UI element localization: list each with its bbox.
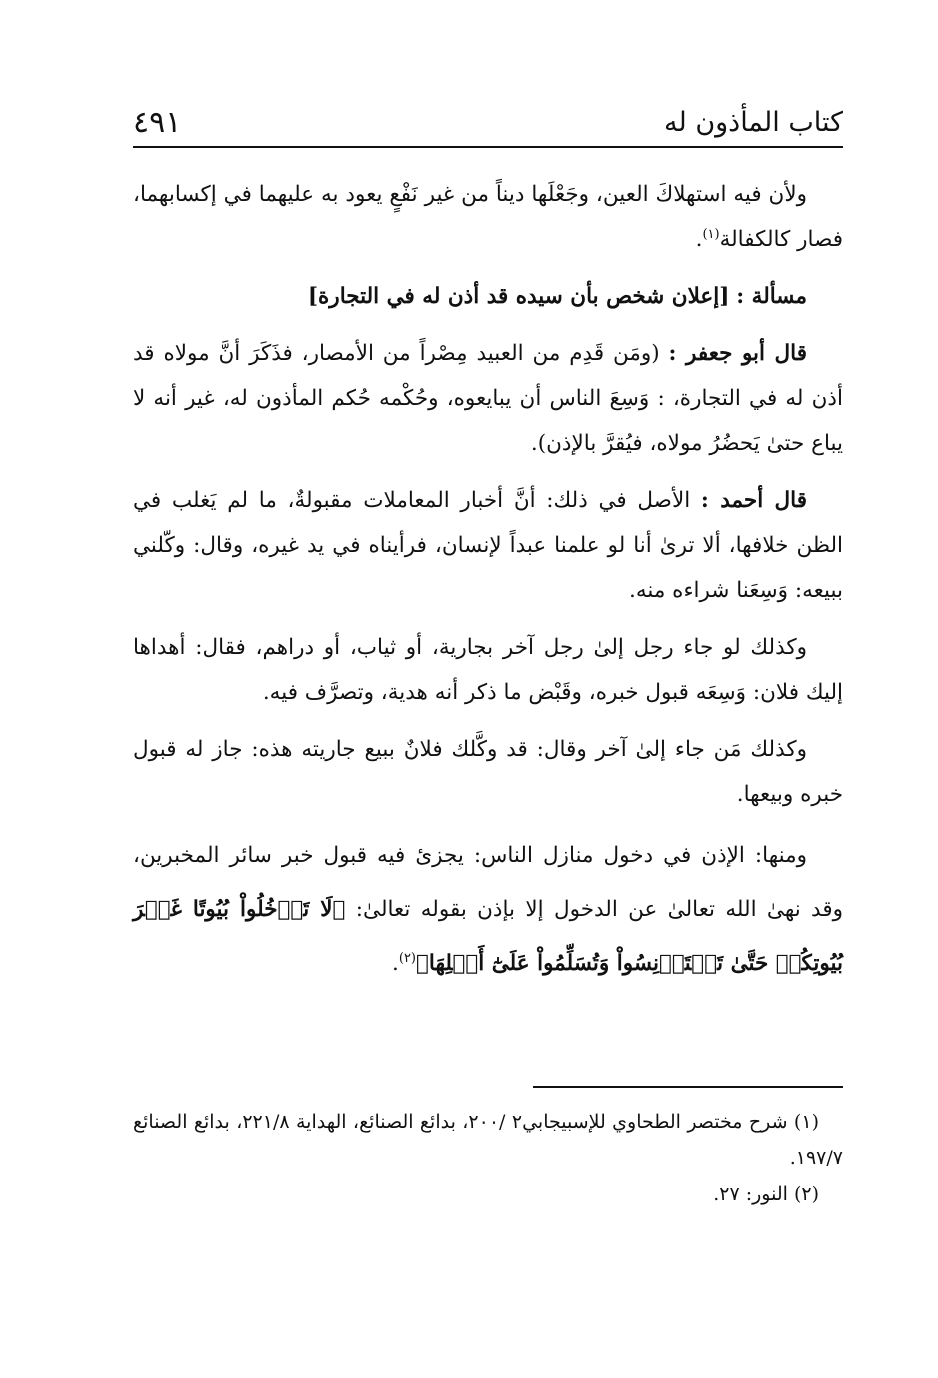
paragraph-7-end: . bbox=[392, 951, 399, 976]
paragraph-1 bbox=[133, 172, 843, 262]
paragraph-1-text: ولأن فيه استهلاكَ العين، وجَعْلَها ديناً من غير نَفْعٍ يعود به عليهما في إكسابهما، فصار كالكفالة bbox=[133, 182, 843, 252]
paragraph-4 bbox=[133, 478, 843, 613]
paragraph-3-lead: قال أبو جعفر : bbox=[668, 341, 807, 366]
header-title: كتاب المأذون له bbox=[664, 107, 843, 138]
running-header bbox=[133, 92, 843, 148]
paragraph-6 bbox=[133, 727, 843, 817]
paragraph-1-end: . bbox=[695, 227, 703, 252]
footnote-marker-1[interactable]: (١) bbox=[702, 226, 720, 242]
masala-label: مسألة : bbox=[736, 284, 807, 309]
paragraph-6-text: وكذلك مَن جاء إلىٰ آخر وقال: قد وكَّلك فلانٌ ببيع جاريته هذه: جاز له قبول خبره وبيعها. bbox=[133, 737, 843, 807]
paragraph-7 bbox=[133, 829, 843, 991]
paragraph-3-text: (ومَن قَدِم من العبيد مِصْراً من الأمصار، فذَكَرَ أنَّ مولاه قد أذن له في التجارة، : وَسِعَ الناس أن يبايعوه، وحُكْمه حُكم المأذون له، غير أنه لا يباع حتىٰ يَحضُرُ مولاه، فيُقرَّ بالإذن). bbox=[133, 341, 843, 456]
paragraph-4-text: الأصل في ذلك: أنَّ أخبار المعاملات مقبولةٌ، ما لم يَغلب في الظن خلافها، ألا ترىٰ أنا لو علمنا عبداً لإنسان، فرأيناه في يد غيره، وقال: وكّلني ببيعه: وَسِعَنا شراءه منه. bbox=[133, 488, 843, 603]
paragraph-5 bbox=[133, 625, 843, 715]
footnote-marker-2[interactable]: (٢) bbox=[398, 950, 416, 966]
main-text bbox=[133, 172, 843, 1003]
masala-title: [إعلان شخص بأن سيده قد أذن له في التجارة] bbox=[307, 284, 730, 309]
paragraph-3 bbox=[133, 331, 843, 466]
footnote-1: (١) شرح مختصر الطحاوي للإسبيجابي٢ /٢٠٠، بدائع الصنائع، الهداية ٢٢١/٨، بدائع الصنائع ١٩٧/٧. bbox=[133, 1111, 843, 1169]
footnote-2: (٢) النور: ٢٧. bbox=[713, 1183, 819, 1205]
masala-heading bbox=[133, 274, 843, 319]
footnote-separator bbox=[533, 1086, 843, 1088]
paragraph-5-text: وكذلك لو جاء رجل إلىٰ رجل آخر بجارية، أو ثياب، أو دراهم، فقال: أهداها إليك فلان: وَسِعَه قبول خبره، وقَبْض ما ذكر أنه هدية، وتصرَّف فيه. bbox=[133, 635, 843, 705]
page-number: ٤٩١ bbox=[133, 105, 182, 140]
quran-verse: ﴿لَا تَدۡخُلُواْ بُيُوتًا غَيۡرَ بُيُوتِكُمۡ حَتَّىٰ تَسۡتَأۡنِسُواْ وَتُسَلِّمُواْ عَلَىٰٓ أَهۡلِهَا﴾ bbox=[133, 897, 843, 976]
footnotes bbox=[133, 1104, 843, 1212]
paragraph-7-text: ومنها: الإذن في دخول منازل الناس: يجزئ فيه قبول خبر سائر المخبرين، وقد نهىٰ الله تعالىٰ عن الدخول إلا بإذن بقوله تعالىٰ: bbox=[133, 843, 843, 922]
paragraph-4-lead: قال أحمد : bbox=[700, 488, 807, 513]
